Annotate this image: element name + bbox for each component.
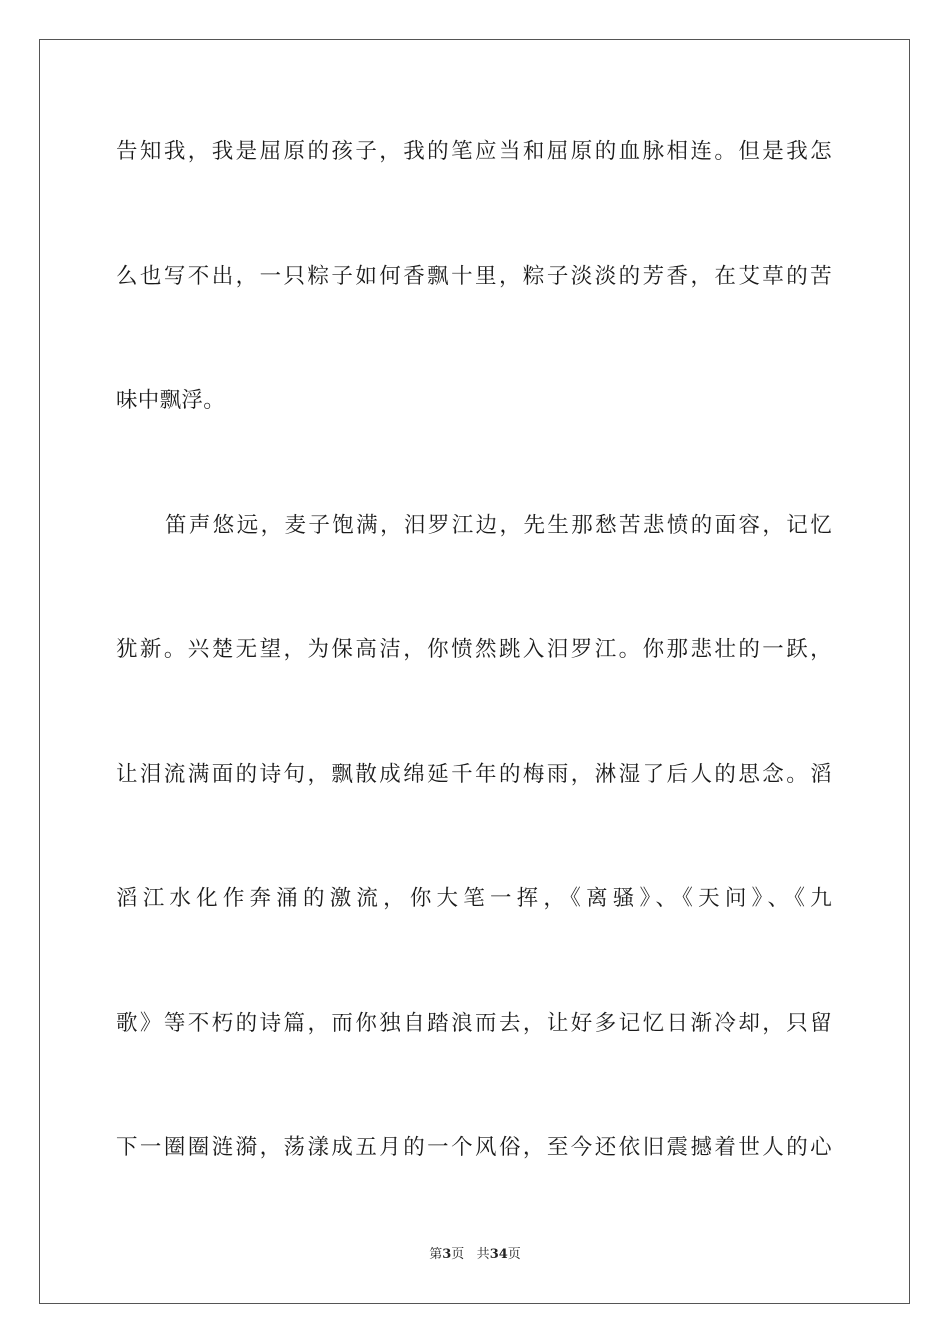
text-line-2: 么也写不出，一只粽子如何香飘十里，粽子淡淡的芳香，在艾草的苦: [116, 264, 832, 289]
text-line-5: 犹新。兴楚无望，为保高洁，你愤然跳入汨罗江。你那悲壮的一跃，: [116, 637, 832, 662]
page-border: [39, 39, 910, 1304]
text-line-7: 滔江水化作奔涌的激流，你大笔一挥，《离骚》、《天问》、《九: [116, 886, 832, 911]
page-footer: [0, 1247, 950, 1263]
total-pages: 34: [489, 1247, 508, 1262]
text-line-9: 下一圈圈涟漪，荡漾成五月的一个风俗，至今还依旧震撼着世人的心: [116, 1135, 832, 1160]
text-line-4: 笛声悠远，麦子饱满，汨罗江边，先生那愁苦悲愤的面容，记忆: [165, 513, 832, 538]
text-line-6: 让泪流满面的诗句，飘散成绵延千年的梅雨，淋湿了后人的思念。滔: [116, 762, 832, 787]
text-line-8: 歌》等不朽的诗篇，而你独自踏浪而去，让好多记忆日渐冷却，只留: [116, 1011, 832, 1036]
total-suffix: 页: [507, 1247, 521, 1262]
text-line-3: 味中飘浮。: [116, 388, 226, 413]
text-line-1: 告知我，我是屈原的孩子，我的笔应当和屈原的血脉相连。但是我怎: [116, 139, 832, 164]
page-number: 3: [442, 1247, 452, 1262]
page-prefix: 第: [429, 1247, 443, 1262]
total-prefix: 共: [476, 1247, 490, 1262]
page-suffix: 页: [451, 1247, 465, 1262]
